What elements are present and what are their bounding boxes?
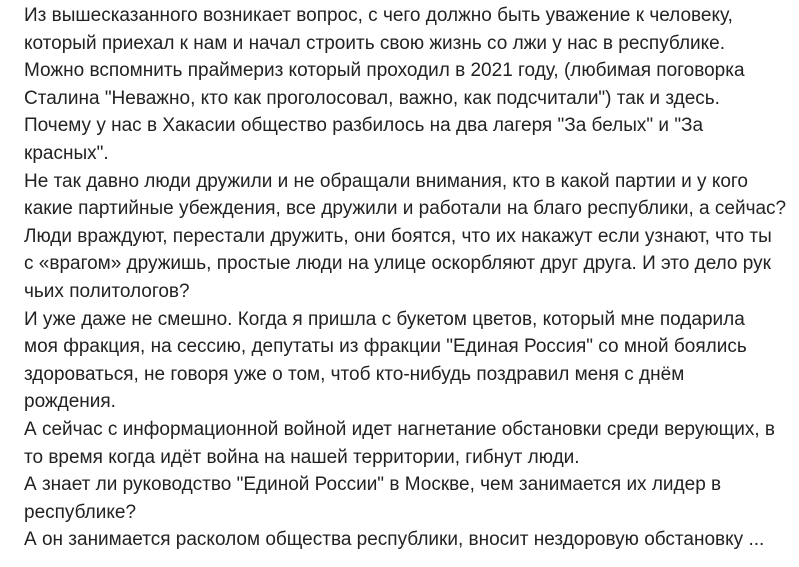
- text-line-14: здороваться, не говоря уже о том, чтоб кто-нибудь поздравил меня с днём: [24, 363, 685, 385]
- text-line-1: Из вышесказанного возникает вопрос, с чего должно быть уважение к человеку,: [24, 5, 733, 26]
- text-line-13: моя фракция, на сессию, депутаты из фракции "Единая Россия" со мной боялись: [24, 336, 747, 358]
- text-line-12: И уже даже не смешно. Когда я пришла с букетом цветов, который мне подарила: [24, 308, 745, 330]
- text-line-6: красных".: [24, 142, 109, 164]
- text-line-3: Можно вспомнить праймериз который проходил в 2021 году, (любимая поговорка: [24, 60, 745, 82]
- text-line-4: Сталина "Неважно, кто как проголосовал, важно, как подсчитали") так и здесь.: [24, 87, 720, 109]
- text-line-18: А знает ли руководство "Единой России" в Москве, чем занимается их лидер в: [24, 474, 722, 496]
- text-line-16: А сейчас с информационной войной идет нагнетание обстановки среди верующих, в: [24, 418, 776, 440]
- text-line-10: с «врагом» дружишь, простые люди на улице оскорбляют друг друга. И это дело рук: [24, 253, 771, 275]
- text-line-8: какие партийные убеждения, все дружили и работали на благо республики, а сейчас?: [24, 198, 787, 220]
- text-line-20: А он занимается расколом общества республики, вносит нездоровую обстановку ...: [24, 529, 765, 551]
- text-line-15: рождения.: [24, 391, 116, 413]
- text-line-17: то время когда идёт война на нашей территории, гибнут люди.: [24, 446, 580, 468]
- text-line-2: который приехал к нам и начал строить свою жизнь со лжи у нас в республике.: [24, 32, 726, 54]
- text-line-9: Люди враждуют, перестали дружить, они боятся, что их накажут если узнают, что ты: [24, 225, 772, 247]
- text-line-7: Не так давно люди дружили и не обращали внимания, кто в какой партии и у кого: [24, 170, 748, 192]
- text-line-19: республике?: [24, 501, 137, 523]
- text-line-11: чьих политологов?: [24, 280, 190, 302]
- text-line-5: Почему у нас в Хакасии общество разбилось на два лагеря "За белых" и "За: [24, 115, 704, 137]
